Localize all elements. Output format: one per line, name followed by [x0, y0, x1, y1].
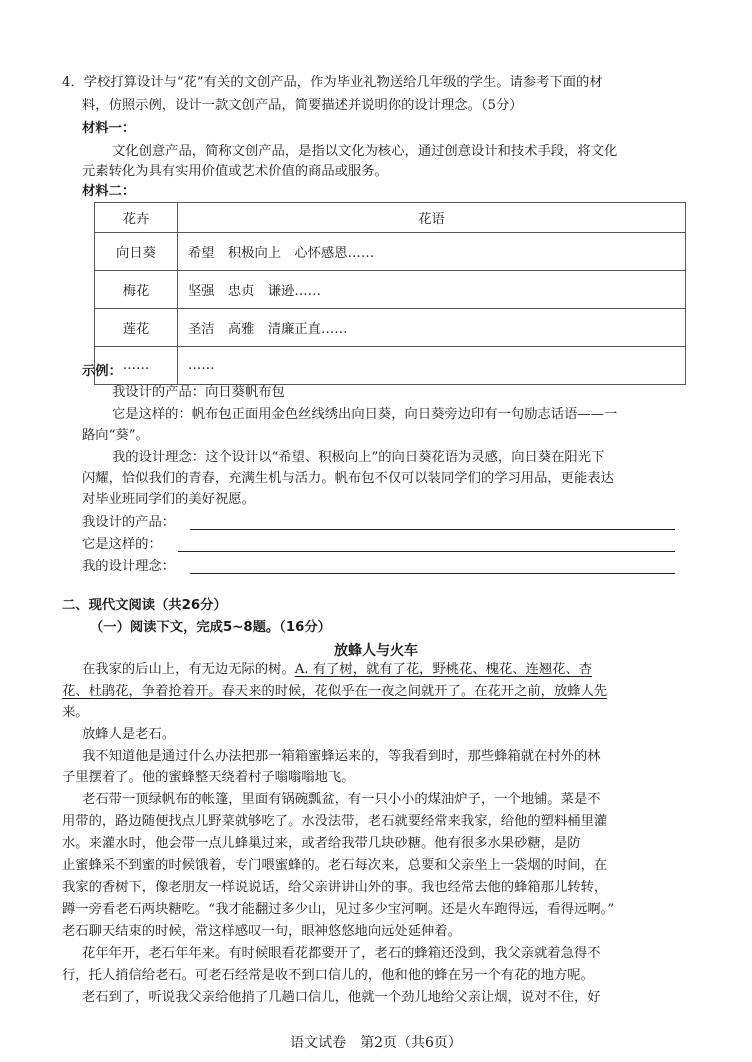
- story-line: 我不知道他是通过什么办法把那一箱箱蜜蜂运来的，等我看到时，那些蜂箱就在村外的林: [82, 749, 601, 764]
- example-line-5: 闪耀，恰似我们的青春，充满生机与活力。帆布包不仅可以装同学们的学习用品，更能表达: [82, 471, 614, 486]
- table-cell-flower: 向日葵: [95, 233, 178, 271]
- story-underlined-sentence-2: 在花开之前，放蜂人先: [474, 684, 608, 699]
- story-line: 放蜂人是老石。: [82, 727, 176, 742]
- section2-subheading: （一）阅读下文，完成5~8题。（16分）: [90, 620, 331, 635]
- section2-heading: 二、现代文阅读（共26分）: [62, 598, 227, 613]
- material1-line-1: 文化创意产品，简称文创产品，是指以文化为核心，通过创意设计和技术手段，将文化: [112, 144, 618, 159]
- story-line: 花年年开，老石年年来。有时候眼看花都要开了，老石的蜂箱还没到，我父亲就着急得不: [82, 946, 601, 961]
- table-row: [95, 347, 686, 385]
- table-cell-flower: 莲花: [95, 309, 178, 347]
- story-underlined-sentence: A. 有了树，就有了花，野桃花、槐花、连翘花、杏: [294, 662, 593, 677]
- story-line: 老石带一顶绿帆布的帐篷，里面有锅碗瓢盆，有一只小小的煤油炉子，一个地铺。菜是不: [82, 792, 601, 807]
- table-cell-meaning: 坚强 忠贞 谦逊……: [178, 271, 686, 309]
- story-line: 水。来灌水时，他会带一点儿蜂巢过来，或者给我带几块砂糖。他有很多水果砂糖，是防: [62, 836, 581, 851]
- answer-idea-line[interactable]: [190, 573, 675, 574]
- q4-line-2: 料，仿照示例，设计一款文创产品，简要描述并说明你的设计理念。（5分）: [82, 98, 523, 113]
- table-row: [95, 233, 686, 271]
- example-line-2: 它是这样的：帆布包正面用金色丝线绣出向日葵，向日葵旁边印有一句励志话语——一: [112, 407, 618, 422]
- table-row: [95, 271, 686, 309]
- table-cell-meaning: ……: [178, 347, 686, 385]
- material1-line-2: 元素转化为具有实用价值或艺术价值的商品或服务。: [82, 164, 388, 179]
- table-header-row: [95, 203, 686, 233]
- answer-product-label: 我设计的产品：: [82, 515, 176, 530]
- answer-looks-line[interactable]: [178, 551, 675, 552]
- example-label: 示例：: [82, 364, 122, 379]
- example-line-1: 我设计的产品：向日葵帆布包: [112, 385, 285, 400]
- story-line: 蹲一旁看老石两块糖吃。“我才能翻过多少山，见过多少宝河啊。还是火车跑得远，看得远啊。”: [62, 902, 615, 917]
- table-cell-meaning: 圣洁 高雅 清廉正直……: [178, 309, 686, 347]
- story-line: 行，托人捎信给老石。可老石经常是收不到口信儿的，他和他的蜂在另一个有花的地方呢。: [62, 968, 594, 983]
- material2-label: 材料二：: [82, 184, 136, 199]
- article-title: 放蜂人与火车: [334, 643, 418, 659]
- example-line-6: 对毕业班同学们的美好祝愿。: [82, 492, 255, 507]
- table-cell-meaning: 希望 积极向上 心怀感恩……: [178, 233, 686, 271]
- material1-label: 材料一：: [82, 121, 136, 136]
- story-line: 子里摆着了。他的蜜蜂整天绕着村子嗡嗡嗡地飞。: [62, 770, 355, 785]
- flower-language-table: [94, 202, 686, 385]
- table-cell-flower: ……: [95, 347, 178, 385]
- example-line-3: 路向“葵”。: [82, 428, 149, 443]
- table-header-meaning: 花语: [178, 203, 686, 233]
- story-line: 老石到了，听说我父亲给他捎了几趟口信儿，他就一个劲儿地给父亲让烟，说对不住，好: [82, 990, 601, 1005]
- table-cell-flower: 梅花: [95, 271, 178, 309]
- table-row: [95, 309, 686, 347]
- story-line: 我家的香树下，像老朋友一样说说话，给父亲讲讲山外的事。我也经常去他的蜂箱那儿转转，: [62, 880, 608, 895]
- story-line: [62, 682, 607, 702]
- story-line: 止蜜蜂采不到蜜的时候饿着，专门喂蜜蜂的。老石每次来，总要和父亲坐上一袋烟的时间，在: [62, 858, 608, 873]
- story-underlined-sentence-cont: 花、杜鹃花，争着抢着开。春天来的时候，花似乎在一夜之间就开了。: [62, 684, 475, 699]
- story-line: 来。: [62, 705, 89, 720]
- answer-looks-label: 它是这样的：: [82, 537, 162, 552]
- story-line: 用带的，路边随便找点儿野菜就够吃了。水没法带，老石就要经常来我家，给他的塑料桶里灌: [62, 814, 608, 829]
- answer-product-line[interactable]: [190, 529, 675, 530]
- story-line: 老石聊天结束的时候，常这样感叹一句，眼神悠悠地向远处延伸着。: [62, 924, 461, 939]
- page-footer: 语文试卷 第2页（共6页）: [290, 1035, 462, 1051]
- q4-line-1: 4．学校打算设计与“花”有关的文创产品，作为毕业礼物送给几年级的学生。请参考下面的材: [62, 75, 603, 90]
- story-text: 在我家的后山上，有无边无际的树。: [82, 662, 295, 677]
- answer-idea-label: 我的设计理念：: [82, 559, 176, 574]
- story-line: [82, 660, 592, 680]
- example-line-4: 我的设计理念：这个设计以“希望、积极向上”的向日葵花语为灵感，向日葵在阳光下: [112, 450, 605, 465]
- table-header-flower: 花卉: [95, 203, 178, 233]
